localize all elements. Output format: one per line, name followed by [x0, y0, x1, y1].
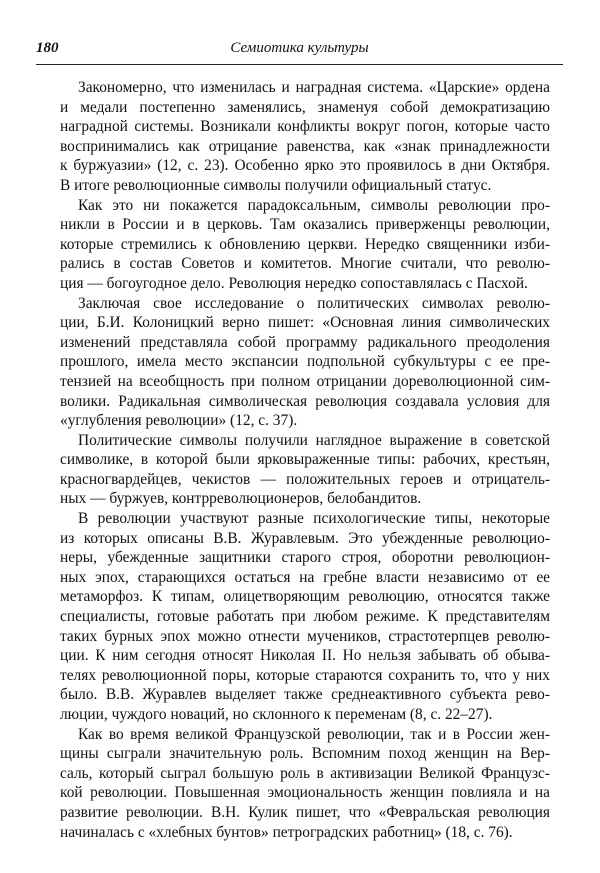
- text-line: Закономерно, что изменилась и наградная система. «Царские» ордена: [78, 79, 550, 96]
- text-line: ции. К ним сегодня относят Николая II. Но нельзя забывать об обыва-: [60, 647, 550, 665]
- text-line: красногвардейцев, чекистов — положительных героев и отрицатель-: [60, 470, 550, 488]
- text-line: тензией на всеобщность при полном отрицании дореволюционной сим-: [60, 372, 550, 390]
- text-line: прошлого, имела место экспансии подпольной субкультуры с ее пре-: [60, 353, 550, 371]
- text-line: таких бурных эпох можно отнести мучеников, страстотерпцев револю-: [60, 627, 550, 645]
- text-line: неры, убежденные защитники старого строя, оборотни революцион-: [60, 549, 550, 567]
- text-line: наградной системы. Возникали конфликты вокруг погон, которые часто: [60, 118, 550, 136]
- text-line: развитие революции. В.Н. Кулик пишет, что «Февральская революция: [60, 803, 550, 821]
- text-line: В итоге революционные символы получили официальный статус.: [60, 176, 492, 194]
- text-line: В революции участвуют разные психологические типы, некоторые: [78, 510, 550, 528]
- text-line: было. В.В. Журавлев выделяет также среднеактивного субъекта рево-: [60, 686, 550, 704]
- page-header: [36, 40, 563, 65]
- text-line: и медали постепенно заменялись, знаменуя собой демократизацию: [60, 98, 550, 116]
- running-title: Семиотика культуры: [230, 40, 369, 56]
- text-line: рались в состав Советов и комитетов. Многие считали, что револю-: [60, 255, 550, 273]
- text-line: ции, Б.И. Колоницкий верно пишет: «Основная линия символических: [60, 314, 550, 332]
- text-line: специалисты, готовые работать при любом режиме. К представителям: [60, 608, 550, 626]
- paragraph: [60, 294, 550, 431]
- text-line: люции, чуждого новаций, но склонного к переменам (8, с. 22–27).: [60, 706, 493, 723]
- text-line: начиналась с «хлебных бунтов» петроградских работниц» (18, с. 76).: [60, 823, 513, 841]
- text-line: изменений представляла собой программу радикального преодоления: [60, 333, 550, 351]
- text-line: телях революционной поры, которые стараются сохранить то, что у них: [60, 666, 550, 684]
- text-line: ных эпох, старающихся остаться на гребне власти независимо от ее: [60, 568, 550, 586]
- paragraph: [60, 431, 550, 509]
- text-line: саль, который сыграл большую роль в активизации Великой Французс-: [60, 764, 550, 782]
- text-line: щины сыграли значительную роль. Вспомним поход женщин на Вер-: [60, 745, 550, 763]
- paragraph: [60, 78, 550, 196]
- text-line: из которых описаны В.В. Журавлевым. Это убежденные революцио-: [60, 529, 550, 547]
- text-line: Политические символы получили наглядное выражение в советской: [78, 431, 550, 449]
- paragraph: [60, 725, 550, 843]
- text-line: которые стремились к обновлению церкви. Нередко священники изби-: [60, 235, 550, 253]
- text-line: волики. Радикальная символическая революция создавала условия для: [60, 392, 550, 410]
- text-line: Как во время великой Французской революции, так и в России жен-: [78, 725, 550, 743]
- text-line: метаморфоз. К типам, олицетворяющим революцию, относятся также: [60, 588, 550, 606]
- text-line: ция — богоугодное дело. Революция нередко сопоставлялась с Пасхой.: [60, 274, 528, 292]
- text-line: Как это ни покажется парадоксальным, символы революции про-: [78, 196, 550, 214]
- text-line: Заключая свое исследование о политических символах револю-: [78, 294, 550, 312]
- page-number: 180: [36, 40, 59, 56]
- text-line: к буржуазии» (12, с. 23). Особенно ярко это проявилось в дни Октября.: [60, 157, 550, 175]
- body-text: [60, 78, 550, 842]
- text-line: ных — буржуев, контрреволюционеров, белобандитов.: [60, 490, 422, 508]
- text-line: «углубления революции» (12, с. 37).: [60, 412, 298, 430]
- paragraph: [60, 196, 550, 294]
- text-line: никли в России и в церковь. Там оказались приверженцы революции,: [60, 216, 550, 234]
- paragraph: [60, 509, 550, 725]
- text-line: символике, в которой были ярковыраженные типы: рабочих, крестьян,: [60, 451, 550, 469]
- text-line: кой революции. Повышенная эмоциональность женщин повлияла и на: [60, 784, 550, 802]
- text-line: воспринимались как отрицание равенства, как «знак принадлежности: [60, 137, 550, 155]
